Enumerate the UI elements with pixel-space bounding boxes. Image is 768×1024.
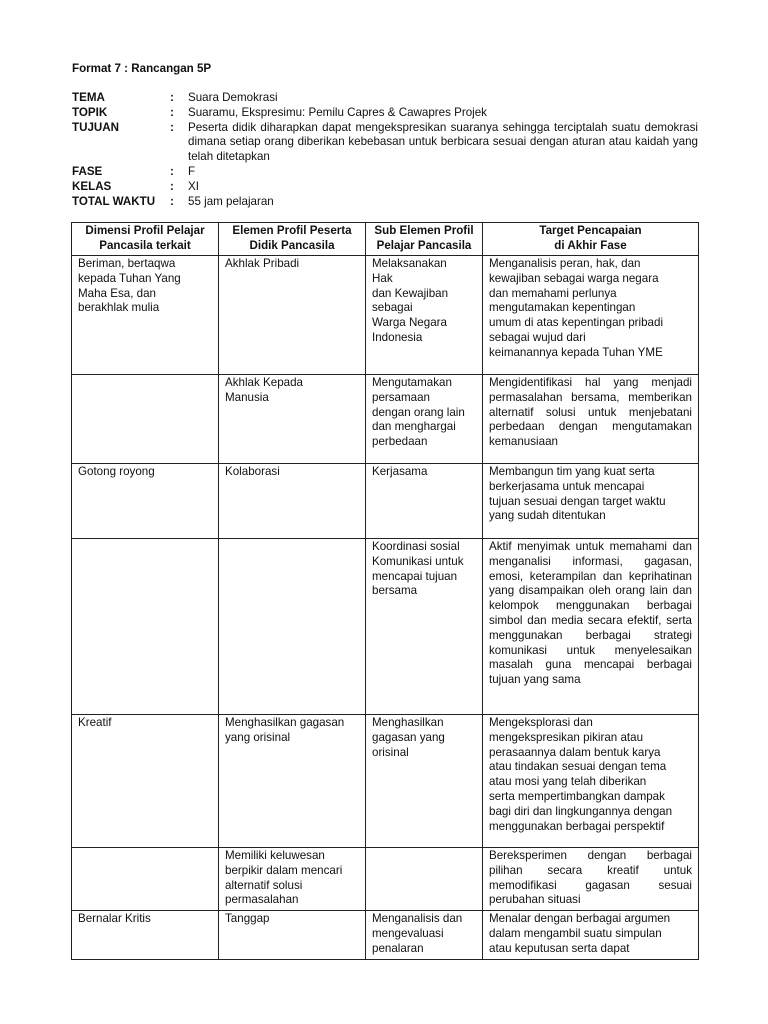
p5-design-table [71, 222, 699, 960]
meta-row-fase [72, 165, 698, 180]
meta-label: TEMA [72, 91, 105, 104]
meta-label: FASE [72, 164, 103, 178]
cell-sub-elemen [366, 848, 483, 911]
cell-elemen: Menghasilkan gagasan yang orisinal [219, 715, 366, 848]
cell-sub-elemen: Menghasilkan gagasan yang orisinal [366, 715, 483, 848]
meta-label: KELAS [72, 179, 112, 193]
cell-dimensi [72, 539, 219, 715]
cell-dimensi: Kreatif [72, 715, 219, 848]
cell-elemen: Memiliki keluwesan berpikir dalam mencari alternatif solusi permasalahan [219, 848, 366, 911]
table-row [72, 375, 699, 464]
meta-row-kelas [72, 180, 698, 195]
meta-colon: : [170, 91, 174, 104]
meta-row-tujuan [72, 121, 698, 165]
meta-row-tema [72, 91, 698, 106]
format-title: Format 7 : Rancangan 5P [72, 62, 212, 75]
cell-target: Bereksperimen dengan berbagai pilihan secara kreatif untuk memodifikasi gagasan sesuai perubahan situasi [483, 848, 699, 911]
header-dimensi [72, 223, 219, 256]
cell-sub-elemen: Menganalisis dan mengevaluasi penalaran [366, 911, 483, 959]
meta-colon: : [170, 194, 174, 208]
cell-target: Menalar dengan berbagai argumen dalam mengambil suatu simpulan atau keputusan serta dapat [483, 911, 699, 959]
cell-elemen: Akhlak Pribadi [219, 256, 366, 375]
cell-dimensi: Gotong royong [72, 464, 219, 539]
cell-dimensi: Bernalar Kritis [72, 911, 219, 959]
table-row [72, 539, 699, 715]
header-text: Sub Elemen Profil Pelajar Pancasila [374, 224, 474, 252]
cell-target: Aktif menyimak untuk memahami dan menganalisi informasi, gagasan, emosi, keterampilan dan keprihatinan yang disampaikan oleh orang lain dan kelompok menggunakan berbagai simbol dan media secara efektif, serta menggunakan berbagai strategi komunikasi untuk menyelesaikan masalah guna mencapai berbagai tujuan yang sama [483, 539, 699, 715]
cell-dimensi [72, 848, 219, 911]
header-elemen [219, 223, 366, 256]
meta-label: TOPIK [72, 105, 108, 119]
table-header-row [72, 223, 699, 256]
meta-colon: : [170, 120, 174, 134]
cell-target: Membangun tim yang kuat serta berkerjasama untuk mencapai tujuan sesuai dengan target waktu yang sudah ditentukan [483, 464, 699, 539]
meta-value: Peserta didik diharapkan dapat mengekspresikan suaranya sehingga terciptalah suatu demokrasi dimana setiap orang diberikan kebebasan untuk berbicara sesuai dengan aturan atau kaidah yang telah ditetapkan [188, 120, 698, 164]
cell-elemen: Tanggap [219, 911, 366, 959]
header-text: Target Pencapaian di Akhir Fase [539, 224, 642, 252]
cell-target: Menganalisis peran, hak, dan kewajiban sebagai warga negara dan memahami perlunya mengutamakan kepentingan umum di atas kepentingan pribadi sebagai wujud dari keimanannya kepada Tuhan YME [483, 256, 699, 375]
meta-colon: : [170, 105, 174, 119]
meta-colon: : [170, 179, 174, 193]
meta-label: TOTAL WAKTU [72, 194, 156, 208]
meta-row-topik [72, 106, 698, 121]
meta-colon: : [170, 164, 174, 178]
cell-dimensi [72, 375, 219, 464]
table-row [72, 848, 699, 911]
cell-sub-elemen: Melaksanakan Hak dan Kewajiban sebagai Warga Negara Indonesia [366, 256, 483, 375]
table-row [72, 464, 699, 539]
cell-elemen [219, 539, 366, 715]
cell-target: Mengidentifikasi hal yang menjadi permasalahan bersama, memberikan alternatif solusi untuk menjebatani perbedaan dengan mengutamakan kemanusiaan [483, 375, 699, 464]
header-text: Dimensi Profil Pelajar Pancasila terkait [85, 224, 205, 252]
meta-value: F [188, 164, 196, 178]
cell-elemen: Akhlak Kepada Manusia [219, 375, 366, 464]
table-row [72, 715, 699, 848]
cell-dimensi: Beriman, bertaqwa kepada Tuhan Yang Maha Esa, dan berakhlak mulia [72, 256, 219, 375]
table-row [72, 911, 699, 959]
cell-sub-elemen: Koordinasi sosial Komunikasi untuk mencapai tujuan bersama [366, 539, 483, 715]
meta-value: Suara Demokrasi [188, 91, 278, 104]
table-row [72, 256, 699, 375]
project-meta [72, 91, 698, 209]
header-sub-elemen [366, 223, 483, 256]
header-text: Elemen Profil Peserta Didik Pancasila [232, 224, 352, 252]
cell-sub-elemen: Mengutamakan persamaan dengan orang lain dan menghargai perbedaan [366, 375, 483, 464]
meta-value: XI [188, 179, 199, 193]
meta-label: TUJUAN [72, 120, 120, 134]
header-target [483, 223, 699, 256]
meta-value: Suaramu, Ekspresimu: Pemilu Capres & Cawapres Projek [188, 105, 487, 119]
cell-sub-elemen: Kerjasama [366, 464, 483, 539]
cell-target: Mengeksplorasi dan mengekspresikan pikiran atau perasaannya dalam bentuk karya atau tindakan sesuai dengan tema atau mosi yang telah diberikan serta mempertimbangkan dampak bagi diri dan lingkungannya dengan menggunakan berbagai perspektif [483, 715, 699, 848]
meta-row-total-waktu [72, 195, 698, 210]
meta-value: 55 jam pelajaran [188, 194, 274, 208]
cell-elemen: Kolaborasi [219, 464, 366, 539]
